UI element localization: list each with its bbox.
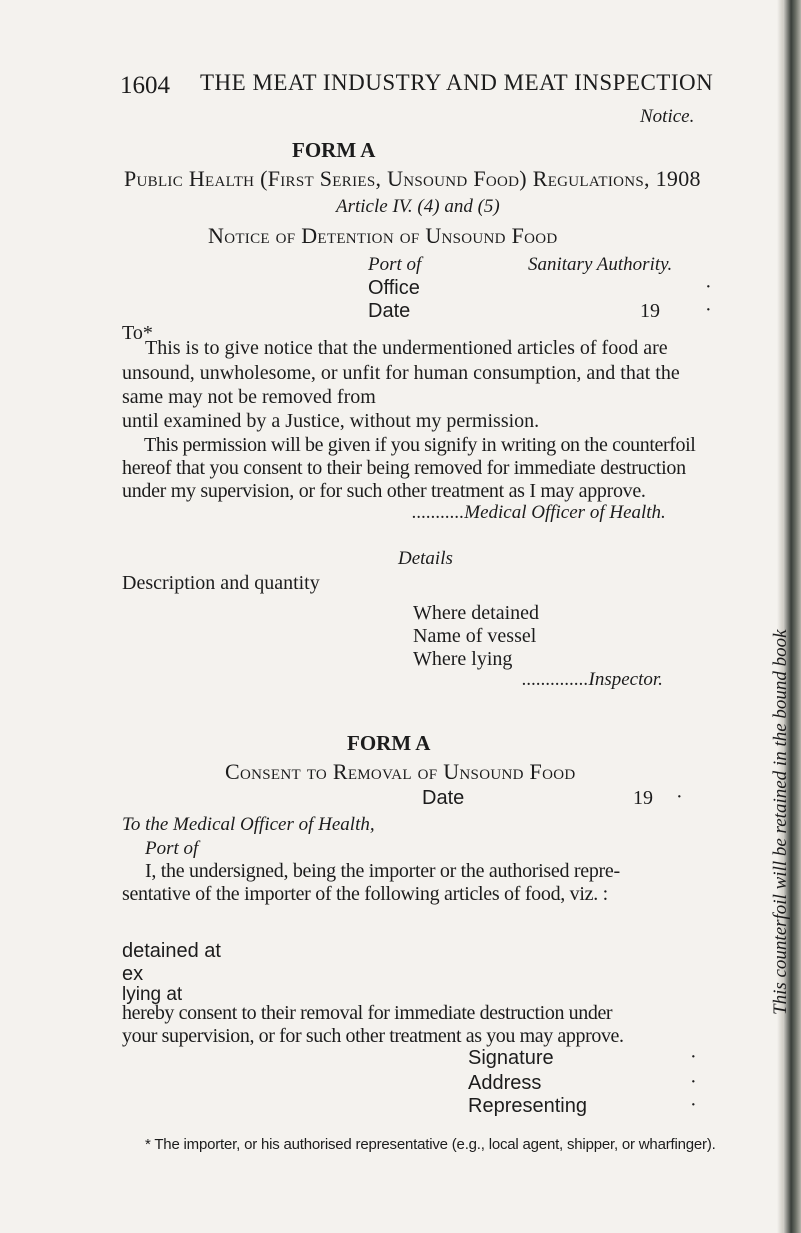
article-reference: Article IV. (4) and (5)	[336, 196, 500, 217]
notice-title: Notice of Detention of Unsound Food	[208, 223, 558, 248]
sanitary-authority-label: Sanitary Authority.	[528, 254, 673, 275]
address-dot: ·	[690, 1071, 697, 1093]
addressee: To the Medical Officer of Health,	[122, 814, 375, 835]
year-dot-consent: ·	[676, 786, 683, 808]
regulations-title: Public Health (First Series, Unsound Food) Regulations, 1908	[124, 166, 701, 191]
representing-label: Representing	[468, 1095, 587, 1117]
notice-body-line-7: under my supervision, or for such other treatment as I may approve.	[122, 480, 646, 502]
consent-line-1: hereby consent to their removal for immediate destruction under	[122, 1002, 613, 1024]
page-edge-shadow	[777, 0, 783, 1233]
port-of-label: Port of	[368, 254, 422, 275]
name-of-vessel-label: Name of vessel	[413, 625, 537, 647]
form-a-title-consent: FORM A	[347, 731, 431, 755]
ex-label: ex	[122, 963, 144, 985]
notice-body-line-5: This permission will be given if you signify in writing on the counterfoil	[144, 434, 696, 456]
address-label: Address	[468, 1072, 542, 1094]
description-quantity-label: Description and quantity	[122, 572, 320, 594]
port-of-consent-label: Port of	[145, 838, 199, 859]
details-title: Details	[398, 548, 453, 569]
year-label-consent: 19	[633, 787, 653, 809]
to-label: To*	[122, 322, 153, 344]
consent-body-line-1: I, the undersigned, being the importer or the authorised repre-	[145, 860, 620, 882]
notice-body-line-3: same may not be removed from	[122, 386, 376, 408]
consent-body-line-2: sentative of the importer of the following articles of food, viz. :	[122, 883, 608, 905]
page-edge	[783, 0, 801, 1233]
running-title: THE MEAT INDUSTRY AND MEAT INSPECTION	[200, 70, 714, 95]
notice-label: Notice.	[640, 106, 695, 127]
lying-at-label: lying at	[122, 984, 183, 1005]
notice-body-line-4: until examined by a Justice, without my permission.	[122, 410, 540, 432]
representing-dot: ·	[690, 1094, 697, 1116]
medical-officer-signature-line: ...........Medical Officer of Health.	[412, 502, 666, 523]
office-label: Office	[368, 277, 420, 299]
where-detained-label: Where detained	[413, 602, 540, 624]
detained-at-label: detained at	[122, 940, 221, 962]
date-label-notice: Date	[368, 300, 411, 322]
notice-body-line-2: unsound, unwholesome, or unfit for human consumption, and that the	[122, 362, 680, 384]
signature-label: Signature	[468, 1047, 554, 1069]
form-a-title-notice: FORM A	[292, 138, 376, 162]
where-lying-label: Where lying	[413, 648, 513, 670]
year-dot-notice: ·	[705, 299, 712, 321]
footnote: * The importer, or his authorised representative (e.g., local agent, shipper, or wharfinger).	[145, 1136, 716, 1153]
signature-dot: ·	[690, 1046, 697, 1068]
consent-title: Consent to Removal of Unsound Food	[225, 759, 576, 784]
notice-body-line-6: hereof that you consent to their being removed for immediate destruction	[122, 457, 686, 479]
date-label-consent: Date	[422, 787, 465, 809]
office-dot: ·	[705, 276, 712, 298]
consent-line-2: your supervision, or for such other treatment as you may approve.	[122, 1025, 624, 1047]
counterfoil-side-note: This counterfoil will be retained in the bound book	[770, 629, 791, 1015]
notice-body-line-1: This is to give notice that the undermentioned articles of food are	[145, 337, 668, 359]
inspector-signature-line: ..............Inspector.	[522, 669, 663, 690]
page-number: 1604	[120, 72, 170, 99]
year-label-notice: 19	[640, 300, 660, 322]
